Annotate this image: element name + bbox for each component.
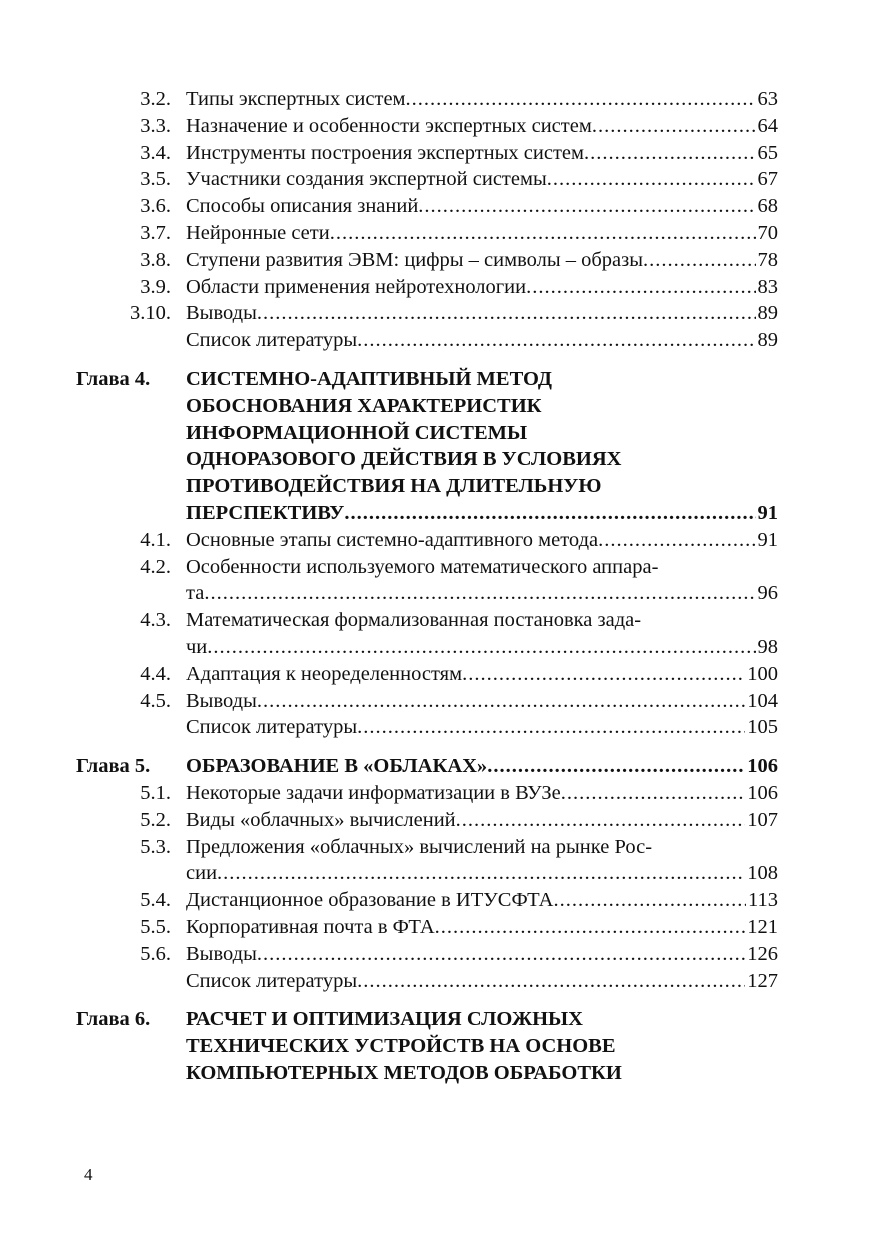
toc-entry [78,1033,778,1060]
toc-entry [78,500,778,527]
entry-title-line [186,607,778,634]
entry-title: РАСЧЕТ И ОПТИМИЗАЦИЯ СЛОЖНЫХ [186,1008,583,1031]
dot-leader [257,688,745,715]
toc-entry [78,941,778,968]
entry-title-line [186,113,778,140]
entry-title: Участники создания экспертной системы [186,168,547,191]
dot-leader [598,527,755,554]
dot-leader [584,140,756,167]
entry-number: 5.2. [140,808,171,831]
entry-number: 5.4. [140,889,171,912]
entry-page: 100 [747,662,778,685]
entry-number: 4.1. [140,528,171,551]
entry-title-line [186,473,778,500]
dot-leader [547,166,756,193]
dot-leader [344,500,755,527]
entry-title: Список литературы [186,716,358,739]
dot-leader [435,914,746,941]
entry-title: Способы описания знаний [186,195,419,218]
entry-page: 65 [757,141,778,164]
toc-entry [78,420,778,447]
entry-title-line [186,300,778,327]
entry-page: 70 [757,221,778,244]
entry-title-line [186,274,778,301]
entry-number: 3.10. [130,302,171,325]
entry-title-line [186,580,778,607]
entry-title-line [186,327,778,354]
entry-page: 107 [747,808,778,831]
entry-page: 68 [757,195,778,218]
entry-number: 3.5. [140,168,171,191]
entry-title: чи [186,635,208,658]
toc-entry [78,860,778,887]
entry-page: 126 [747,942,778,965]
entry-title-line [186,366,778,393]
table-of-contents [78,86,778,1087]
entry-title: Выводы [186,302,257,325]
entry-title: Особенности используемого математического аппара- [186,555,659,578]
entry-title: Список литературы [186,969,358,992]
toc-entry [78,113,778,140]
entry-title: Список литературы [186,329,358,352]
entry-title-line [186,807,778,834]
toc-entry [78,446,778,473]
entry-title-line [186,86,778,113]
toc-entry [78,1006,778,1033]
spacer [78,354,778,366]
entry-title-line [186,1033,778,1060]
entry-title: Адаптация к неоределенностям [186,662,463,685]
entry-title-line [186,661,778,688]
entry-title: Предложения «облачных» вычислений на рынке Рос- [186,835,653,858]
entry-title-line [186,446,778,473]
dot-leader [456,807,746,834]
toc-entry [78,274,778,301]
entry-page: 78 [757,248,778,271]
entry-title: ИНФОРМАЦИОННОЙ СИСТЕМЫ [186,421,528,444]
spacer [78,994,778,1006]
entry-title-line [186,554,778,581]
entry-page: 127 [747,969,778,992]
entry-page: 64 [757,114,778,137]
entry-number: 3.4. [140,141,171,164]
entry-title: СИСТЕМНО-АДАПТИВНЫЙ МЕТОД [186,367,553,390]
toc-entry [78,607,778,634]
dot-leader [462,661,745,688]
entry-title: Выводы [186,689,257,712]
entry-title-line [186,166,778,193]
entry-title-line [186,500,778,527]
toc-entry [78,834,778,861]
entry-title: та [186,582,205,605]
entry-title: сии [186,862,218,885]
page-number: 4 [84,1165,93,1184]
entry-title-line [186,714,778,741]
entry-title-line [186,420,778,447]
dot-leader [406,86,756,113]
toc-entry [78,807,778,834]
entry-title: Некоторые задачи информатизации в ВУЗе [186,781,561,804]
toc-entry [78,327,778,354]
entry-page: 108 [747,862,778,885]
entry-title-line [186,780,778,807]
entry-title-line [186,1006,778,1033]
entry-number: Глава 5. [76,755,151,778]
entry-title: ПРОТИВОДЕЙСТВИЯ НА ДЛИТЕЛЬНУЮ [186,475,602,498]
entry-number: 3.7. [140,221,171,244]
dot-leader [553,887,746,914]
entry-title-line [186,247,778,274]
dot-leader [418,193,755,220]
entry-title: Основные этапы системно-адаптивного метода [186,528,599,551]
dot-leader [357,327,755,354]
entry-title-line [186,688,778,715]
dot-leader [487,753,745,780]
entry-page: 63 [757,88,778,110]
toc-entry [78,366,778,393]
entry-title: Области применения нейротехнологии [186,275,527,298]
toc-entry [78,220,778,247]
toc-entry [78,661,778,688]
toc-entry [78,688,778,715]
entry-title: ОБОСНОВАНИЯ ХАРАКТЕРИСТИК [186,394,542,417]
entry-number: 4.3. [140,609,171,632]
entry-page: 104 [747,689,778,712]
entry-title-line [186,914,778,941]
toc-entry [78,300,778,327]
dot-leader [204,580,755,607]
toc-entry [78,140,778,167]
entry-page: 83 [757,275,778,298]
entry-number: 3.9. [140,275,171,298]
entry-title: Дистанционное образование в ИТУСФТА [186,889,554,912]
dot-leader [357,968,745,995]
toc-entry [78,714,778,741]
entry-number: Глава 4. [76,367,151,390]
toc-entry [78,1060,778,1087]
dot-leader [643,247,755,274]
entry-title-line [186,193,778,220]
toc-entry [78,393,778,420]
entry-page: 121 [747,915,778,938]
toc-entry [78,527,778,554]
toc-entry [78,580,778,607]
entry-title-line [186,941,778,968]
dot-leader [207,634,755,661]
entry-number: 4.5. [140,689,171,712]
entry-title: Виды «облачных» вычислений [186,808,456,831]
entry-number: 3.2. [140,88,171,110]
entry-number: 5.6. [140,942,171,965]
entry-page: 89 [757,329,778,352]
entry-page: 106 [747,755,778,778]
entry-title-line [186,634,778,661]
entry-number: 4.2. [140,555,171,578]
dot-leader [357,714,745,741]
entry-title: Нейронные сети [186,221,330,244]
entry-page: 91 [757,501,778,524]
entry-number: 3.3. [140,114,171,137]
entry-title-line [186,220,778,247]
entry-title-line [186,887,778,914]
entry-title: ОДНОРАЗОВОГО ДЕЙСТВИЯ В УСЛОВИЯХ [186,448,622,471]
entry-title: Инструменты построения экспертных систем [186,141,584,164]
entry-page: 67 [757,168,778,191]
entry-title-line [186,968,778,995]
entry-title-line [186,834,778,861]
dot-leader [526,274,755,301]
toc-entry [78,554,778,581]
entry-number: 5.3. [140,835,171,858]
entry-title: ПЕРСПЕКТИВУ [186,501,345,524]
entry-title: Выводы [186,942,257,965]
dot-leader [217,860,745,887]
entry-page: 113 [748,889,778,912]
dot-leader [330,220,756,247]
entry-title-line [186,860,778,887]
toc-entry [78,247,778,274]
entry-page: 89 [757,302,778,325]
entry-title: ТЕХНИЧЕСКИХ УСТРОЙСТВ НА ОСНОВЕ [186,1035,616,1058]
entry-title-line [186,753,778,780]
entry-title: КОМПЬЮТЕРНЫХ МЕТОДОВ ОБРАБОТКИ [186,1061,622,1084]
entry-page: 105 [747,716,778,739]
entry-number: Глава 6. [76,1008,151,1031]
entry-title: Корпоративная почта в ФТА [186,915,435,938]
dot-leader [592,113,756,140]
toc-entry [78,968,778,995]
toc-entry [78,753,778,780]
entry-number: 5.5. [140,915,171,938]
entry-page: 98 [757,635,778,658]
entry-title-line [186,140,778,167]
entry-number: 5.1. [140,781,171,804]
toc-entry [78,193,778,220]
entry-title: Математическая формализованная постановка зада- [186,609,642,632]
entry-title-line [186,1060,778,1087]
entry-title-line [186,393,778,420]
entry-title: Ступени развития ЭВМ: цифры – символы – образы [186,248,644,271]
spacer [78,741,778,753]
toc-entry [78,914,778,941]
toc-entry [78,634,778,661]
entry-number: 3.8. [140,248,171,271]
entry-number: 4.4. [140,662,171,685]
entry-page: 106 [747,781,778,804]
dot-leader [257,941,745,968]
toc-entry [78,887,778,914]
entry-page: 96 [757,582,778,605]
toc-entry [78,166,778,193]
entry-title-line [186,527,778,554]
dot-leader [561,780,746,807]
entry-title: ОБРАЗОВАНИЕ В «ОБЛАКАХ» [186,755,488,778]
entry-title: Назначение и особенности экспертных систем [186,114,592,137]
toc-entry [78,780,778,807]
entry-number: 3.6. [140,195,171,218]
entry-title: Типы экспертных систем [186,88,406,110]
dot-leader [257,300,756,327]
toc-entry [78,473,778,500]
entry-page: 91 [757,528,778,551]
toc-entry [78,86,778,113]
